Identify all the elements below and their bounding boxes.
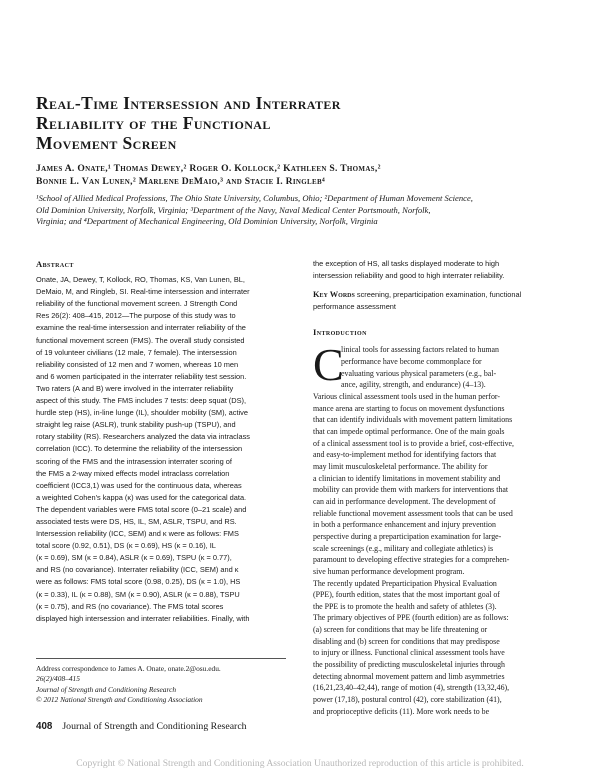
abstract-line: and 6 women participated in the interrater reliability test session. (36, 371, 247, 381)
body-line: (a) screen for conditions that may be life threatening or (313, 625, 488, 635)
abstract-line: displayed high intersession and interrater reliabilities. Finally, with (36, 613, 250, 623)
abstract-line: Intersession reliability (ICC, SEM) and κ were as follows: FMS (36, 529, 239, 539)
body-line: reliable functional movement assessment tools that can be used (313, 508, 513, 518)
page-footer (36, 721, 436, 732)
abstract-line: the FMS a 2-way mixed effects model intraclass correlation (36, 468, 230, 478)
body-line: that can impede optimal performance. One of the main goals (313, 426, 505, 436)
abstract-body (36, 274, 291, 625)
body-line: the possibility of predicting musculoskeletal injuries through (313, 660, 505, 670)
abstract-line: reliability of the functional movement screen. J Strength Cond (36, 299, 238, 309)
footnote (36, 664, 296, 706)
body-line: The recently updated Preparticipation Physical Evaluation (313, 578, 497, 588)
body-line: and easy-to-implement method for identifying factors that (313, 450, 497, 460)
keywords-line-2: performance assessment (313, 302, 396, 312)
body-line: (16,21,23,40–42,44), range of motion (4), strength (13,32,46), (313, 683, 510, 693)
body-line: perspective during a preparticipation examination for large- (313, 531, 502, 541)
body-line: linical tools for assessing factors related to human (341, 345, 499, 355)
abstract-line: aspect of this study. The FMS includes 7 tests: deep squat (DS), (36, 396, 247, 406)
abstract-line: coefficient (ICC3,1) was used for the continuous data, whereas (36, 480, 242, 490)
keywords-text: screening, preparticipation examination, functional (356, 290, 522, 300)
body-line: (PPE), fourth edition, states that the most important goal of (313, 590, 500, 600)
abstract-line: Onate, JA, Dewey, T, Kollock, RO, Thomas, KS, Van Lunen, BL, (36, 275, 245, 285)
body-line: power (17,18), postural control (42), core stabilization (41), (313, 695, 502, 705)
body-line: performance have become commonplace for (341, 357, 482, 367)
keywords-label: Key Words (313, 290, 355, 300)
abstract-line: functional movement screen (FMS). The overall study consisted (36, 335, 245, 345)
title-line: Reliability of the Functional (36, 113, 271, 133)
body-line: that can identify individuals with movement pattern limitations (313, 415, 513, 425)
abstract-line: total score (0.92, 0.51), DS (κ = 0.69), HS (κ = 0.16), IL (36, 541, 216, 551)
body-line: may limit musculoskeletal performance. The ability for (313, 461, 488, 471)
abstract-continuation (313, 258, 575, 282)
body-line: a clinician to identify limitations in movement stability and (313, 473, 501, 483)
affiliation-line: ¹School of Allied Medical Professions, The Ohio State University, Columbus, Ohio; ²Department of Human Movement Science, (36, 193, 473, 203)
footnote-divider (36, 658, 286, 659)
abstract-line: of 19 volunteer civilians (12 male, 7 female). The intersession (36, 347, 237, 357)
body-line: evaluating various physical parameters (e.g., bal- (341, 368, 497, 378)
abstract-line: (κ = 0.33), IL (κ = 0.88), SM (κ = 0.90), ASLR (κ = 0.88), TSPU (36, 589, 240, 599)
abstract-line: scoring of the FMS and the intrasession interrater scoring of (36, 456, 232, 466)
drop-cap: C (313, 339, 344, 391)
abstract-line: The dependent variables were FMS total score (0–21 scale) and (36, 504, 247, 514)
abstract-heading: Abstract (36, 259, 74, 269)
body-line: sive human performance development program. (313, 566, 465, 576)
introduction-lines (313, 339, 575, 717)
abstract-line: were as follows: FMS total score (0.98, 0.25), DS (κ = 1.0), HS (36, 577, 241, 587)
body-line: of a clinical assessment tool is to provide a brief, cost-effective, (313, 438, 514, 448)
author-line: James A. Onate,¹ Thomas Dewey,² Roger O. Kollock,² Kathleen S. Thomas,² (36, 163, 381, 174)
title-line: Real-Time Intersession and Interrater (36, 93, 341, 113)
affiliation-line: Old Dominion University, Norfolk, Virginia; ³Department of the Navy, Naval Medical Center Portsmouth, Norfolk, (36, 204, 431, 215)
page-number: 408 (36, 721, 53, 732)
body-line: disabling and (b) screen for conditions that may predispose (313, 636, 500, 646)
body-line: the PPE is to promote the health and safety of athletes (3). (313, 601, 497, 611)
abstract-line: Two raters (A and B) were involved in the interrater reliability (36, 383, 234, 393)
footer-journal: Journal of Strength and Conditioning Research (62, 721, 247, 732)
footnote-copyright: © 2012 National Strength and Conditioning Association (36, 695, 203, 705)
right-column (313, 258, 575, 717)
body-line: scale screenings (e.g., military and collegiate athletics) is (313, 543, 494, 553)
title-line: Movement Screen (36, 133, 177, 153)
author-line: Bonnie L. Van Lunen,² Marlene DeMaio,³ and Stacie I. Ringleb⁴ (36, 176, 326, 187)
author-list (36, 162, 576, 188)
body-line: Various clinical assessment tools used in the human perfor- (313, 392, 500, 401)
abstract-line: DeMaio, M, and Ringleb, SI. Real-time intersession and interrater (36, 287, 250, 297)
body-line: mobility can provide them with markers for interventions that (313, 485, 509, 495)
introduction-body (313, 339, 575, 717)
keywords-line-1 (313, 289, 575, 301)
body-line: in both a performance enhancement and injury prevention (313, 520, 496, 530)
abstract-line: rotary stability (RS). Researchers analyzed the data via intraclass (36, 432, 251, 442)
abstract-line: straight leg raise (ASLR), trunk stability push-up (TSPU), and (36, 420, 236, 430)
citation: 26(2)/408–415 (36, 674, 80, 684)
body-line: ance, agility, strength, and endurance) (4–13). (341, 380, 486, 390)
abstract-line: hurdle step (HS), in-line lunge (IL), shoulder mobility (SM), active (36, 408, 248, 418)
article-title (36, 93, 506, 153)
copyright-watermark: Copyright © National Strength and Conditioning Association Unauthorized reproduction of this article is prohibited. (76, 758, 524, 769)
abstract-line: correlation (ICC). To determine the reliability of the intersession (36, 444, 243, 454)
body-line: and proprioceptive deficits (11). More work needs to be (313, 706, 490, 716)
keywords (313, 289, 575, 313)
introduction-heading: Introduction (313, 327, 367, 338)
abstract-line: associated tests were DS, HS, IL, SM, ASLR, TSPU, and RS. (36, 516, 237, 526)
abstract-column (36, 258, 291, 625)
abstract-line: (κ = 0.75), and RS (no covariance). The FMS total scores (36, 601, 224, 611)
affiliations (36, 193, 576, 228)
body-line: detecting abnormal movement pattern and limb asymmetries (313, 671, 505, 681)
abstract-line: a weighted Cohen's kappa (κ) was used for the categorical data. (36, 492, 247, 502)
body-line: can aid in performance development. The development of (313, 496, 496, 506)
body-line: paramount to developing effective strategies for a comprehen- (313, 555, 510, 565)
footnote-journal: Journal of Strength and Conditioning Research (36, 684, 177, 694)
abstract-line: intersession reliability and good to high interrater reliability. (313, 271, 505, 281)
abstract-line: examine the real-time intersession and interrater reliability of the (36, 323, 246, 333)
abstract-line: the exception of HS, all tasks displayed moderate to high (313, 259, 500, 268)
correspondence: Address correspondence to James A. Onate, onate.2@osu.edu. (36, 664, 221, 673)
abstract-line: reliability consisted of 12 men and 7 women, whereas 10 men (36, 359, 239, 369)
affiliation-line: Virginia; and ⁴Department of Mechanical Engineering, Old Dominion University, Norfolk, Virginia (36, 216, 378, 227)
body-line: The primary objectives of PPE (fourth edition) are as follows: (313, 613, 509, 623)
body-line: mance arena are starting to focus on movement dysfunctions (313, 403, 505, 413)
abstract-line: (κ = 0.69), SM (κ = 0.84), ASLR (κ = 0.69), TSPU (κ = 0.77), (36, 553, 232, 563)
abstract-line: Res 26(2): 408–415, 2012—The purpose of this study was to (36, 311, 236, 321)
abstract-line: and RS (no covariance). Interrater reliability (ICC, SEM) and κ (36, 565, 239, 575)
body-line: to injury or illness. Functional clinical assessment tools have (313, 648, 505, 658)
